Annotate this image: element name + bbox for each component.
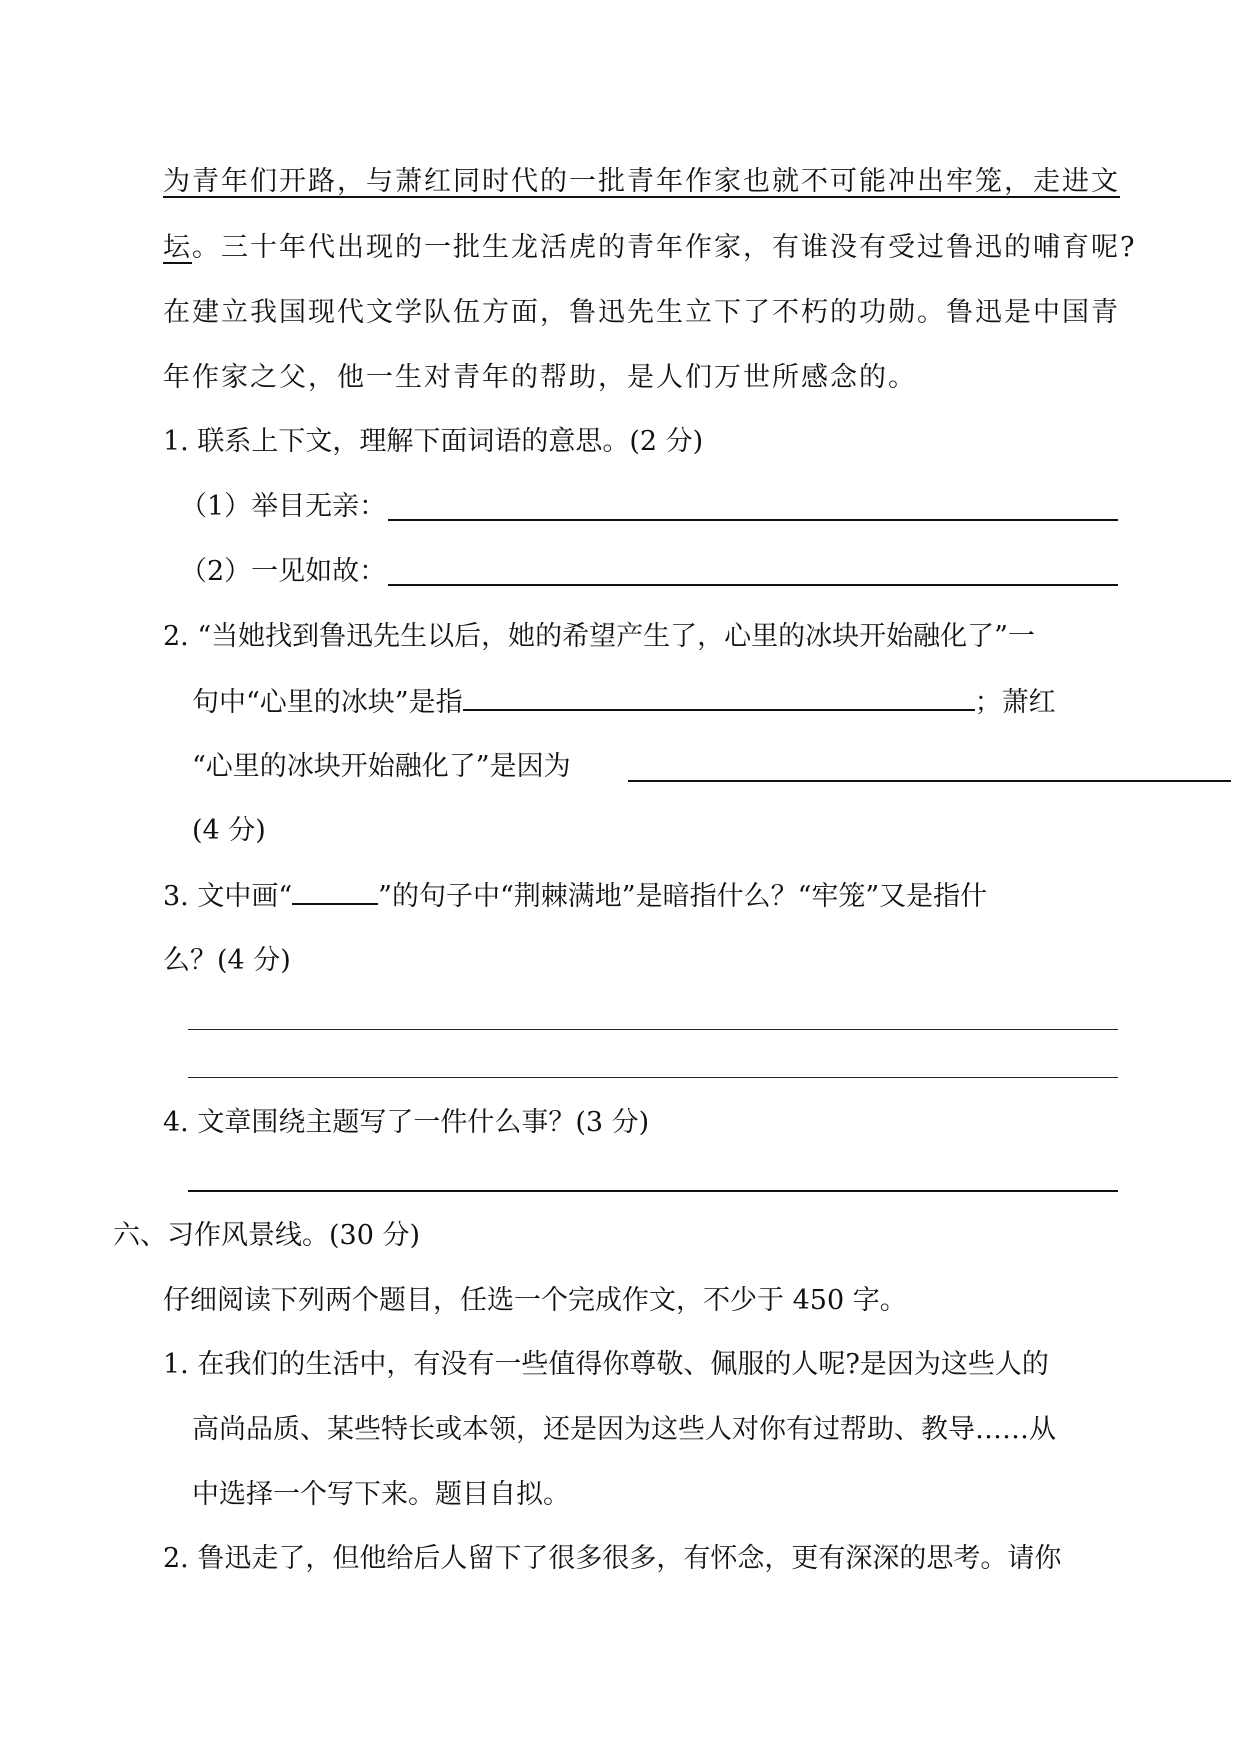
passage-line-4: 年作家之父，他一生对青年的帮助，是人们万世所感念的。 — [163, 362, 917, 393]
question-3-inline-blank — [292, 879, 378, 905]
question-2-answer-blank-2[interactable] — [628, 780, 1231, 782]
question-1-item-1-answer-line[interactable] — [388, 519, 1118, 521]
passage-line-1: 为青年们开路，与萧红同时代的一批青年作家也就不可能冲出牢笼，走进文 — [163, 166, 1120, 197]
question-4-stem: 4. 文章围绕主题写了一件什么事？(3 分) — [163, 1107, 650, 1138]
question-3-line-1 — [163, 879, 987, 914]
question-3-answer-line-1[interactable] — [188, 1029, 1118, 1030]
passage-line-2-underlined: 坛 — [163, 232, 192, 263]
topic-1-line-2: 高尚品质、某些特长或本领，还是因为这些人对你有过帮助、教导……从 — [192, 1414, 1056, 1445]
section-6-score: (30 分) — [329, 1220, 421, 1251]
question-3-line-1-prefix: 3. 文中画“ — [163, 881, 293, 912]
question-2-score: (4 分) — [192, 815, 266, 846]
question-2-line-1: 2. “当她找到鲁迅先生以后，她的希望产生了，心里的冰块开始融化了”一 — [163, 621, 1035, 652]
question-2-answer-blank-1[interactable] — [463, 685, 975, 711]
section-6-title: 六、习作风景线。 — [113, 1220, 329, 1251]
question-2-line-3 — [192, 750, 571, 784]
topic-1-line-3: 中选择一个写下来。题目自拟。 — [192, 1479, 570, 1510]
question-2-line-3-text: “心里的冰块开始融化了”是因为 — [192, 751, 571, 782]
topic-1-line-1: 1. 在我们的生活中，有没有一些值得你尊敬、佩服的人呢?是因为这些人的 — [163, 1349, 1049, 1380]
question-1-item-2-answer-line[interactable] — [388, 584, 1118, 586]
passage-line-2 — [163, 231, 1136, 265]
section-6-heading — [113, 1219, 420, 1253]
question-1-item-2-label: （2）一见如故： — [180, 556, 387, 587]
question-4-answer-line[interactable] — [188, 1190, 1118, 1192]
passage-line-2-rest: 。三十年代出现的一批生龙活虎的青年作家，有谁没有受过鲁迅的哺育呢? — [192, 232, 1137, 263]
passage-line-3: 在建立我国现代文学队伍方面，鲁迅先生立下了不朽的功勋。鲁迅是中国青 — [163, 297, 1120, 328]
question-1-item-1-label: （1）举目无亲： — [180, 491, 387, 522]
topic-2-line-1: 2. 鲁迅走了，但他给后人留下了很多很多，有怀念，更有深深的思考。请你 — [163, 1543, 1062, 1574]
question-2-line-2 — [192, 685, 1056, 720]
question-3-answer-line-2[interactable] — [188, 1077, 1118, 1078]
question-3-line-2: 么？(4 分) — [163, 945, 291, 976]
question-2-line-2-text: 句中“心里的冰块”是指 — [192, 687, 463, 718]
question-1-stem: 1. 联系上下文，理解下面词语的意思。(2 分) — [163, 426, 704, 457]
question-3-line-1-suffix: ”的句子中“荆棘满地”是暗指什么？“牢笼”又是指什 — [378, 881, 988, 912]
section-6-intro: 仔细阅读下列两个题目，任选一个完成作文，不少于 450 字。 — [163, 1285, 907, 1316]
question-2-line-2-suffix: ；萧红 — [974, 687, 1056, 718]
